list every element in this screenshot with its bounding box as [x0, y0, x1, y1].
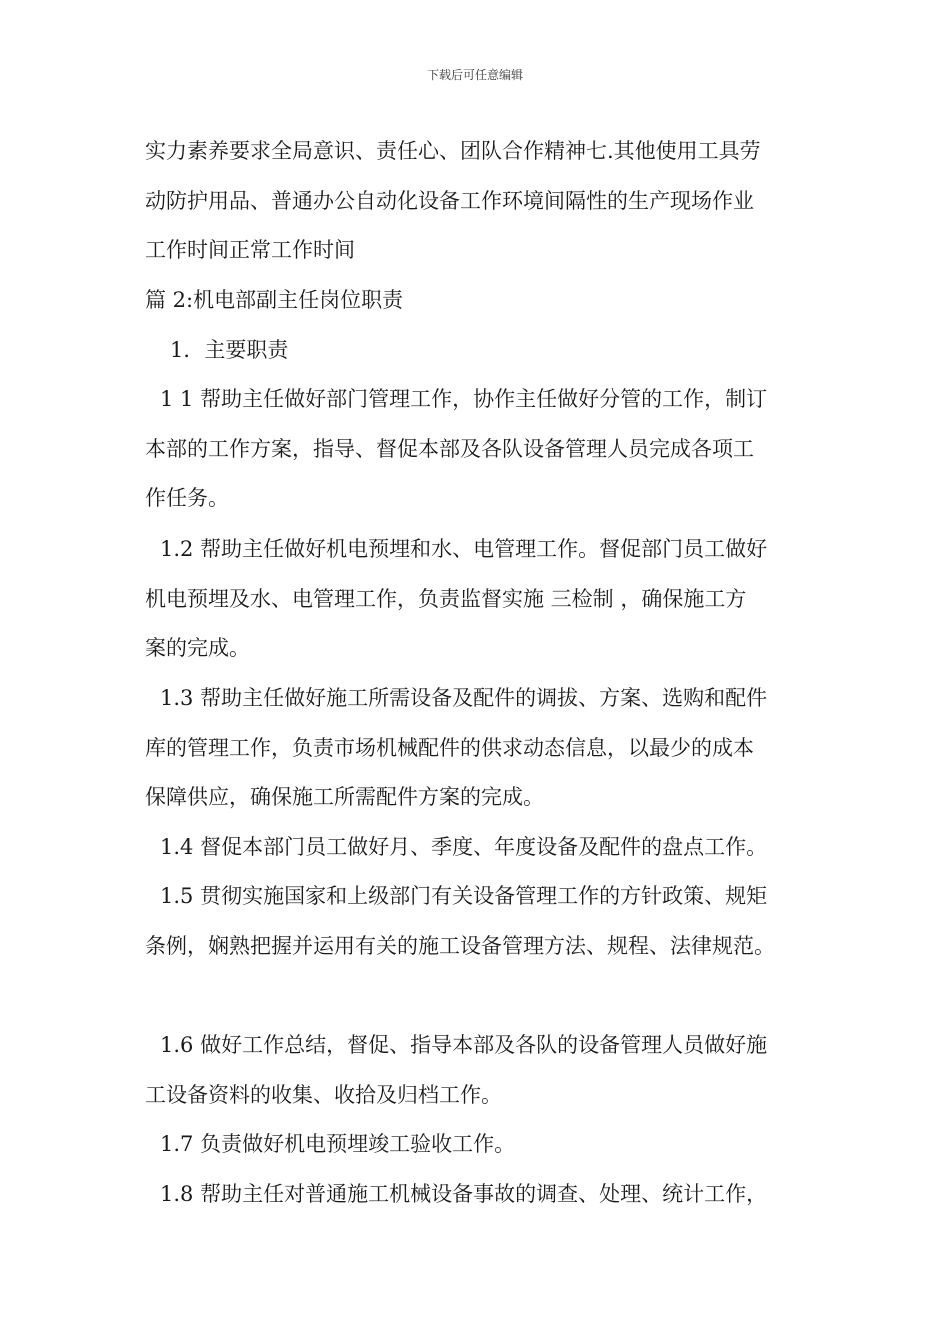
body-line: 1.8 帮助主任对普通施工机械设备事故的调查、处理、统计工作， — [160, 1182, 768, 1206]
body-line: 工作时间正常工作时间 — [145, 238, 355, 262]
subsection-heading: 1．主要职责 — [170, 338, 289, 362]
body-line: 1 1 帮助主任做好部门管理工作，协作主任做好分管的工作，制订 — [160, 387, 768, 411]
body-line: 1.2 帮助主任做好机电预埋和水、电管理工作。督促部门员工做好 — [160, 537, 768, 561]
body-line: 案的完成。 — [145, 636, 250, 660]
body-line: 1.3 帮助主任做好施工所需设备及配件的调拔、方案、选购和配件 — [160, 686, 768, 710]
page-header-note: 下载后可任意编辑 — [426, 68, 523, 82]
body-line: 1.7 负责做好机电预埋竣工验收工作。 — [160, 1132, 516, 1156]
body-line: 1.4 督促本部门员工做好月、季度、年度设备及配件的盘点工作。 — [160, 835, 768, 859]
body-line: 1.5 贯彻实施国家和上级部门有关设备管理工作的方针政策、规矩 — [160, 884, 768, 908]
body-line: 作任务。 — [145, 486, 229, 510]
body-line: 条例，娴熟把握并运用有关的施工设备管理方法、规程、法律规范。 — [145, 934, 775, 958]
section-heading: 篇 2:机电部副主任岗位职责 — [145, 288, 404, 312]
body-line: 库的管理工作，负责市场机械配件的供求动态信息，以最少的成本 — [145, 736, 754, 760]
body-line: 动防护用品、普通办公自动化设备工作环境间隔性的生产现场作业 — [145, 189, 754, 213]
body-line: 1.6 做好工作总结，督促、指导本部及各队的设备管理人员做好施 — [160, 1033, 768, 1057]
body-line: 本部的工作方案，指导、督促本部及各队设备管理人员完成各项工 — [145, 437, 754, 461]
body-line: 机电预埋及水、电管理工作，负责监督实施 三检制 ，确保施工方 — [145, 587, 747, 611]
body-line: 工设备资料的收集、收拾及归档工作。 — [145, 1083, 502, 1107]
body-line: 实力素养要求全局意识、责任心、团队合作精神七.其他使用工具劳 — [145, 139, 761, 163]
body-line: 保障供应，确保施工所需配件方案的完成。 — [145, 785, 544, 809]
